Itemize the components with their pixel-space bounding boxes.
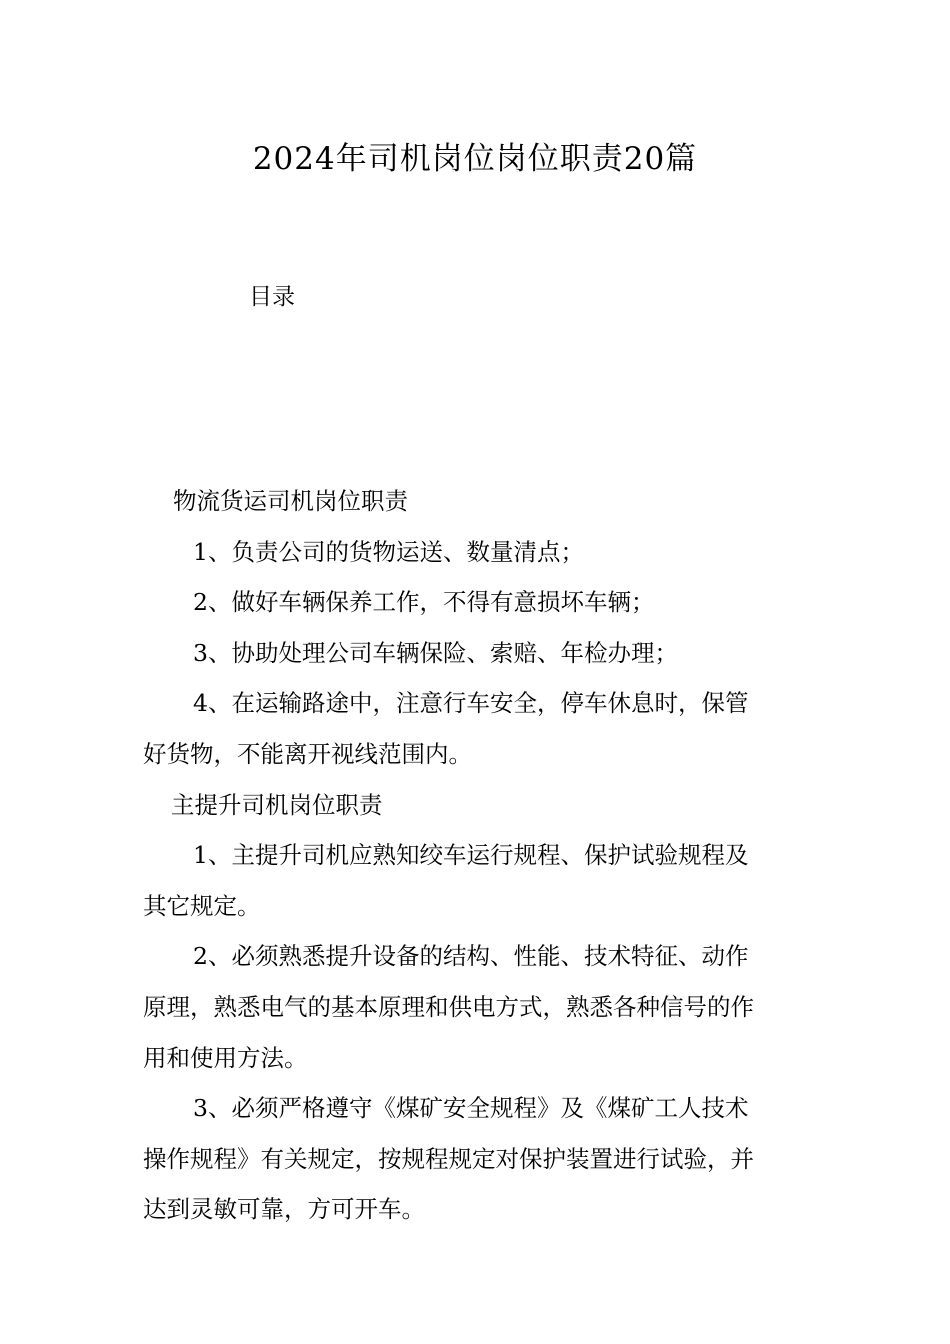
paragraph-line: 3、协助处理公司车辆保险、索赔、年检办理；: [193, 638, 678, 667]
section-heading-logistics-driver: 物流货运司机岗位职责: [173, 487, 408, 515]
paragraph-line: 2、做好车辆保养工作，不得有意损坏车辆；: [193, 588, 655, 617]
paragraph-line: 操作规程》有关规定，按规程规定对保护装置进行试验，并: [143, 1144, 754, 1173]
document-body: [143, 476, 833, 1235]
paragraph-line: 原理，熟悉电气的基本原理和供电方式，熟悉各种信号的作: [143, 992, 754, 1021]
paragraph-line: 1、负责公司的货物运送、数量清点；: [193, 537, 584, 566]
paragraph-line: 达到灵敏可靠，方可开车。: [143, 1195, 425, 1224]
paragraph-line: 其它规定。: [143, 891, 261, 920]
document-title: 2024年司机岗位岗位职责20篇: [252, 141, 698, 177]
section-heading-main-hoist-driver: 主提升司机岗位职责: [171, 790, 383, 819]
paragraph-line: 好货物，不能离开视线范围内。: [143, 739, 472, 768]
paragraph-line: 2、必须熟悉提升设备的结构、性能、技术特征、动作: [193, 942, 749, 971]
paragraph-line: 4、在运输路途中，注意行车安全，停车休息时，保管: [193, 689, 749, 718]
paragraph-line: 1、主提升司机应熟知绞车运行规程、保护试验规程及: [193, 841, 749, 870]
toc-label: 目录: [249, 284, 295, 310]
paragraph-line: 3、必须严格遵守《煤矿安全规程》及《煤矿工人技术: [193, 1094, 749, 1123]
paragraph-line: 用和使用方法。: [143, 1043, 308, 1072]
